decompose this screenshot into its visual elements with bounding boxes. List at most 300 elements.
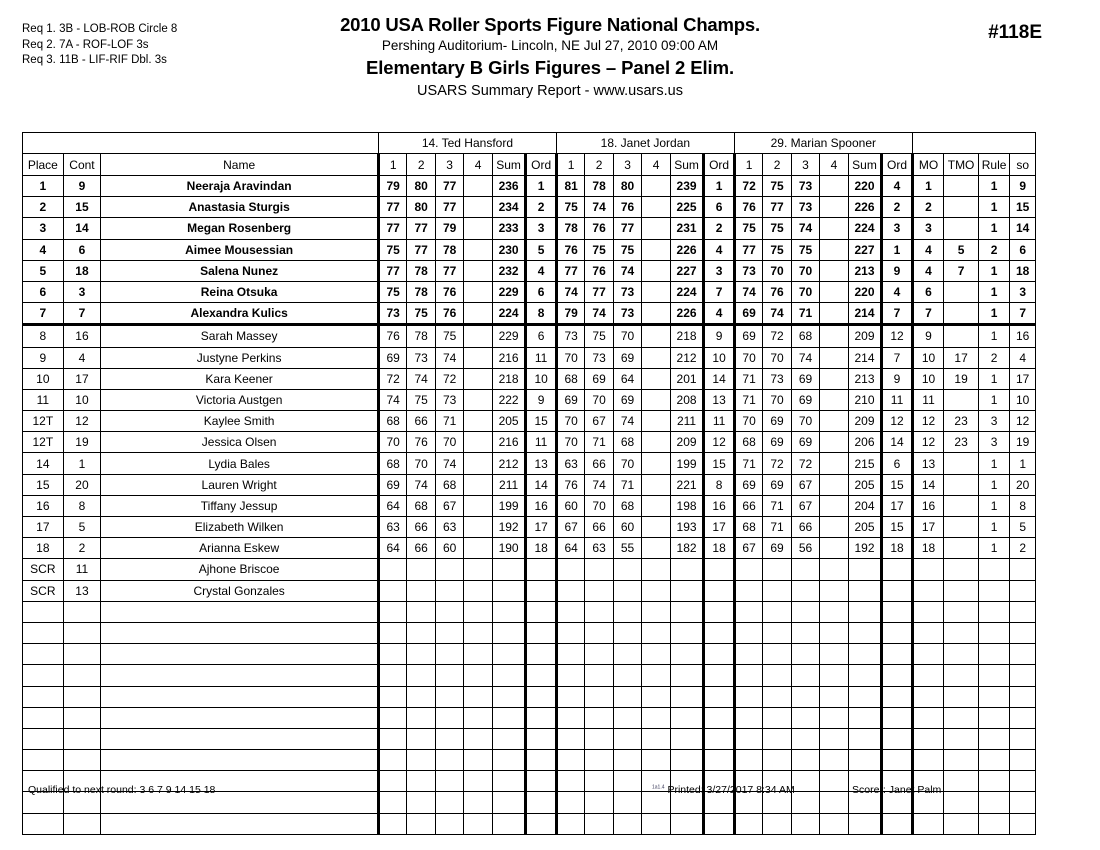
- judge-panel-3: 29. Marian Spooner: [734, 133, 912, 154]
- cell-judge3-figure2: 72: [763, 325, 791, 347]
- cell-judge3-figure4: [820, 389, 848, 410]
- cell-judge3-sum: 224: [848, 218, 882, 239]
- cell-so: 17: [1010, 368, 1036, 389]
- cell-judge2-figure4: [642, 707, 670, 728]
- cell-judge3-figure3: 70: [791, 260, 819, 281]
- cell-judge2-figure2: [585, 686, 613, 707]
- cell-cont: 1: [63, 453, 101, 474]
- cell-cont: 18: [63, 260, 101, 281]
- table-row-empty[interactable]: [23, 686, 1036, 707]
- cell-judge2-figure2: 76: [585, 218, 613, 239]
- cell-judge3-ord: [882, 622, 913, 643]
- cell-skater-name: Sarah Massey: [101, 325, 379, 347]
- cell-judge3-sum: [848, 644, 882, 665]
- cell-judge1-figure2: 66: [407, 517, 435, 538]
- cell-judge2-figure2: 74: [585, 303, 613, 325]
- cell-place: SCR: [23, 559, 64, 580]
- cell-judge1-figure3: [435, 559, 463, 580]
- cell-judge2-figure2: 74: [585, 474, 613, 495]
- cell-judge2-figure1: [556, 580, 584, 601]
- cell-so: 19: [1010, 432, 1036, 453]
- table-row[interactable]: [23, 389, 1036, 410]
- cell-judge2-figure4: [642, 601, 670, 622]
- score-sheet: [22, 132, 1036, 835]
- cell-judge3-figure1: 70: [734, 347, 762, 368]
- cell-judge1-ord: 6: [526, 281, 557, 302]
- cell-judge1-figure3: 60: [435, 538, 463, 559]
- cell-tmo: [944, 197, 979, 218]
- cell-judge3-figure3: 68: [791, 325, 819, 347]
- cell-judge2-figure3: [613, 686, 641, 707]
- cell-judge1-figure1: 73: [378, 303, 406, 325]
- cell-judge1-figure3: 72: [435, 368, 463, 389]
- cell-judge2-figure4: [642, 176, 670, 197]
- cell-tmo: [944, 580, 979, 601]
- cell-judge3-sum: [848, 622, 882, 643]
- cell-so: 12: [1010, 411, 1036, 432]
- cell-judge3-ord: [882, 728, 913, 749]
- cell-judge3-figure2: [763, 813, 791, 834]
- header-name: Name: [101, 154, 379, 176]
- table-row[interactable]: [23, 239, 1036, 260]
- cell-judge3-ord: 1: [882, 239, 913, 260]
- cell-judge1-sum: 199: [492, 495, 526, 516]
- cell-judge1-figure3: 77: [435, 260, 463, 281]
- cell-judge1-figure2: 74: [407, 368, 435, 389]
- cell-judge1-ord: 2: [526, 197, 557, 218]
- table-row[interactable]: [23, 303, 1036, 325]
- cell-judge3-figure1: 72: [734, 176, 762, 197]
- cell-skater-name: Neeraja Aravindan: [101, 176, 379, 197]
- cell-judge1-figure3: 78: [435, 239, 463, 260]
- table-row[interactable]: [23, 432, 1036, 453]
- cell-judge3-ord: 2: [882, 197, 913, 218]
- cell-judge2-figure1: 69: [556, 389, 584, 410]
- cell-mo: [912, 686, 944, 707]
- table-row[interactable]: [23, 347, 1036, 368]
- cell-mo: 2: [912, 197, 944, 218]
- cell-judge1-sum: 224: [492, 303, 526, 325]
- cell-judge3-ord: 9: [882, 368, 913, 389]
- cell-mo: 10: [912, 347, 944, 368]
- cell-judge3-figure1: 69: [734, 474, 762, 495]
- cell-judge2-ord: 1: [704, 176, 735, 197]
- cell-judge3-figure2: 75: [763, 239, 791, 260]
- cell-judge1-sum: 233: [492, 218, 526, 239]
- cell-place: 6: [23, 281, 64, 302]
- cell-judge1-sum: 216: [492, 347, 526, 368]
- cell-judge2-sum: 201: [670, 368, 704, 389]
- cell-judge3-figure2: 75: [763, 218, 791, 239]
- cell-mo: 18: [912, 538, 944, 559]
- cell-so: [1010, 601, 1036, 622]
- cell-judge1-figure3: 71: [435, 411, 463, 432]
- cell-judge2-sum: [670, 707, 704, 728]
- cell-judge3-sum: 205: [848, 474, 882, 495]
- cell-tmo: [944, 622, 979, 643]
- cell-mo: [912, 707, 944, 728]
- cell-judge1-ord: 4: [526, 260, 557, 281]
- cell-mo: 11: [912, 389, 944, 410]
- cell-judge1-sum: 234: [492, 197, 526, 218]
- cell-judge2-sum: 182: [670, 538, 704, 559]
- cell-judge2-figure3: 55: [613, 538, 641, 559]
- title-block: [0, 14, 1100, 102]
- cell-skater-name: Reina Otsuka: [101, 281, 379, 302]
- cell-judge1-figure4: [464, 303, 492, 325]
- cell-judge1-figure2: [407, 665, 435, 686]
- cell-judge3-sum: 214: [848, 303, 882, 325]
- cell-judge1-figure2: 68: [407, 495, 435, 516]
- cell-judge1-figure3: 79: [435, 218, 463, 239]
- cell-judge1-figure4: [464, 495, 492, 516]
- printed-text: Printed: 3/27/2017 8:34 AM: [667, 784, 795, 796]
- table-row[interactable]: [23, 474, 1036, 495]
- cell-judge3-sum: 209: [848, 411, 882, 432]
- cell-place: [23, 644, 64, 665]
- cell-cont: [63, 665, 101, 686]
- cell-judge1-sum: [492, 707, 526, 728]
- cell-so: [1010, 559, 1036, 580]
- cell-judge1-figure1: 75: [378, 239, 406, 260]
- cell-rule: [978, 580, 1010, 601]
- judge-panel-1: 14. Ted Hansford: [378, 133, 556, 154]
- cell-judge1-figure1: [378, 707, 406, 728]
- cell-judge1-figure2: [407, 813, 435, 834]
- cell-judge1-sum: [492, 622, 526, 643]
- cell-judge1-ord: 17: [526, 517, 557, 538]
- table-row-empty[interactable]: [23, 665, 1036, 686]
- cell-so: [1010, 580, 1036, 601]
- cell-judge1-sum: 212: [492, 453, 526, 474]
- cell-judge1-figure2: 78: [407, 260, 435, 281]
- cell-judge2-figure2: 75: [585, 239, 613, 260]
- table-row[interactable]: [23, 176, 1036, 197]
- cell-judge2-sum: 231: [670, 218, 704, 239]
- table-row[interactable]: [23, 368, 1036, 389]
- cell-judge2-figure2: 76: [585, 260, 613, 281]
- cell-judge2-figure1: 64: [556, 538, 584, 559]
- cell-judge1-figure3: 74: [435, 347, 463, 368]
- cell-judge1-figure1: 77: [378, 218, 406, 239]
- cell-judge2-ord: 13: [704, 389, 735, 410]
- cell-judge3-ord: 15: [882, 474, 913, 495]
- cell-judge1-figure1: [378, 601, 406, 622]
- cell-judge2-figure3: [613, 622, 641, 643]
- cell-tmo: [944, 453, 979, 474]
- cell-rule: [978, 728, 1010, 749]
- cell-judge2-sum: 209: [670, 432, 704, 453]
- header-judge3-figure4: 4: [820, 154, 848, 176]
- table-row[interactable]: [23, 495, 1036, 516]
- cell-judge2-figure2: 63: [585, 538, 613, 559]
- table-row-empty[interactable]: [23, 707, 1036, 728]
- cell-judge1-figure3: 76: [435, 303, 463, 325]
- cell-judge1-sum: [492, 601, 526, 622]
- cell-judge2-figure4: [642, 239, 670, 260]
- cell-judge2-ord: [704, 622, 735, 643]
- cell-judge2-figure1: 76: [556, 239, 584, 260]
- cell-judge1-figure1: [378, 686, 406, 707]
- cell-judge2-ord: 11: [704, 411, 735, 432]
- cell-judge1-figure1: [378, 728, 406, 749]
- cell-rule: 1: [978, 495, 1010, 516]
- cell-judge1-figure3: 75: [435, 325, 463, 347]
- cell-judge3-figure1: 70: [734, 411, 762, 432]
- cell-judge2-figure4: [642, 218, 670, 239]
- competition-title: 2010 USA Roller Sports Figure National Champs.: [340, 14, 760, 35]
- cell-so: [1010, 707, 1036, 728]
- table-row[interactable]: [23, 453, 1036, 474]
- table-row[interactable]: [23, 559, 1036, 580]
- cell-so: 18: [1010, 260, 1036, 281]
- cell-judge3-figure4: [820, 325, 848, 347]
- table-row[interactable]: [23, 325, 1036, 347]
- cell-judge3-figure3: 73: [791, 176, 819, 197]
- cell-judge3-figure1: [734, 707, 762, 728]
- cell-judge1-sum: 192: [492, 517, 526, 538]
- cell-judge1-figure2: 75: [407, 389, 435, 410]
- cell-judge3-figure3: 71: [791, 303, 819, 325]
- cell-judge2-figure4: [642, 622, 670, 643]
- cell-rule: 1: [978, 260, 1010, 281]
- cell-judge3-figure3: 75: [791, 239, 819, 260]
- cell-judge2-figure1: 78: [556, 218, 584, 239]
- cell-judge3-figure2: 77: [763, 197, 791, 218]
- cell-skater-name: [101, 665, 379, 686]
- cell-place: 9: [23, 347, 64, 368]
- cell-judge2-figure2: 78: [585, 176, 613, 197]
- cell-judge2-ord: 17: [704, 517, 735, 538]
- cell-so: 10: [1010, 389, 1036, 410]
- cell-judge1-ord: [526, 750, 557, 771]
- cell-judge1-ord: 11: [526, 432, 557, 453]
- cell-judge2-figure3: 73: [613, 281, 641, 302]
- cell-judge3-ord: 7: [882, 303, 913, 325]
- cell-judge1-figure1: 64: [378, 495, 406, 516]
- cell-judge1-figure4: [464, 432, 492, 453]
- cell-judge3-figure2: 71: [763, 495, 791, 516]
- scorer-credit: Scorer: Janet Palm: [852, 784, 942, 796]
- cell-judge2-figure1: [556, 665, 584, 686]
- cell-judge1-sum: [492, 728, 526, 749]
- table-row[interactable]: [23, 260, 1036, 281]
- cell-judge3-figure3: [791, 559, 819, 580]
- cell-judge1-sum: 232: [492, 260, 526, 281]
- cell-judge3-figure4: [820, 750, 848, 771]
- header-rule: Rule: [978, 154, 1010, 176]
- cell-judge1-sum: [492, 813, 526, 834]
- cell-cont: 8: [63, 495, 101, 516]
- cell-judge2-ord: [704, 559, 735, 580]
- cell-judge1-figure1: 63: [378, 517, 406, 538]
- cell-judge3-figure2: [763, 750, 791, 771]
- cell-so: [1010, 750, 1036, 771]
- cell-judge3-figure2: 70: [763, 347, 791, 368]
- cell-judge2-figure2: [585, 601, 613, 622]
- report-header: [0, 0, 1100, 120]
- cell-rule: 1: [978, 474, 1010, 495]
- cell-judge1-figure3: 70: [435, 432, 463, 453]
- cell-judge3-figure4: [820, 495, 848, 516]
- table-row-empty[interactable]: [23, 622, 1036, 643]
- cell-judge3-sum: 220: [848, 281, 882, 302]
- cell-judge3-ord: [882, 559, 913, 580]
- cell-judge1-figure1: 79: [378, 176, 406, 197]
- table-row[interactable]: [23, 517, 1036, 538]
- table-row-empty[interactable]: [23, 644, 1036, 665]
- cell-judge1-figure2: [407, 559, 435, 580]
- cell-cont: 17: [63, 368, 101, 389]
- cell-judge3-figure2: 70: [763, 389, 791, 410]
- cell-judge3-figure3: [791, 622, 819, 643]
- cell-judge3-ord: 4: [882, 281, 913, 302]
- cell-judge3-figure3: 72: [791, 453, 819, 474]
- cell-rule: [978, 601, 1010, 622]
- table-row[interactable]: [23, 411, 1036, 432]
- cell-judge1-figure1: 64: [378, 538, 406, 559]
- cell-tmo: [944, 218, 979, 239]
- cell-judge1-figure2: 77: [407, 218, 435, 239]
- cell-judge1-sum: [492, 580, 526, 601]
- cell-mo: 10: [912, 368, 944, 389]
- cell-so: 20: [1010, 474, 1036, 495]
- cell-mo: [912, 601, 944, 622]
- cell-so: 14: [1010, 218, 1036, 239]
- table-row-empty[interactable]: [23, 750, 1036, 771]
- cell-judge1-figure3: 63: [435, 517, 463, 538]
- cell-judge2-ord: [704, 686, 735, 707]
- cell-judge2-figure3: 68: [613, 432, 641, 453]
- cell-judge2-ord: [704, 644, 735, 665]
- cell-judge2-figure2: [585, 580, 613, 601]
- cell-skater-name: [101, 813, 379, 834]
- header-judge2-figure3: 3: [613, 154, 641, 176]
- cell-judge1-figure4: [464, 517, 492, 538]
- cell-judge1-ord: 15: [526, 411, 557, 432]
- cell-place: 4: [23, 239, 64, 260]
- cell-judge3-sum: 226: [848, 197, 882, 218]
- cell-judge3-ord: [882, 665, 913, 686]
- cell-skater-name: Justyne Perkins: [101, 347, 379, 368]
- cell-tmo: [944, 813, 979, 834]
- cell-judge3-sum: [848, 559, 882, 580]
- cell-judge1-figure1: [378, 750, 406, 771]
- cell-judge2-figure4: [642, 517, 670, 538]
- cell-judge1-figure2: [407, 622, 435, 643]
- cell-judge2-figure4: [642, 325, 670, 347]
- cell-cont: 16: [63, 325, 101, 347]
- table-row[interactable]: [23, 197, 1036, 218]
- cell-judge3-sum: [848, 580, 882, 601]
- cell-judge1-figure4: [464, 260, 492, 281]
- header-judge2-ord: Ord: [704, 154, 735, 176]
- cell-judge3-figure4: [820, 368, 848, 389]
- cell-skater-name: Tiffany Jessup: [101, 495, 379, 516]
- banner-tail: [912, 133, 1035, 154]
- cell-judge2-sum: 224: [670, 281, 704, 302]
- cell-judge1-figure2: [407, 580, 435, 601]
- cell-rule: 3: [978, 411, 1010, 432]
- cell-judge1-figure4: [464, 389, 492, 410]
- table-row-empty[interactable]: [23, 601, 1036, 622]
- cell-judge2-ord: 18: [704, 538, 735, 559]
- cell-so: 4: [1010, 347, 1036, 368]
- cell-rule: 3: [978, 432, 1010, 453]
- table-row[interactable]: [23, 538, 1036, 559]
- cell-judge3-figure1: 75: [734, 218, 762, 239]
- header-cont: Cont: [63, 154, 101, 176]
- cell-judge2-figure2: [585, 728, 613, 749]
- cell-so: 5: [1010, 517, 1036, 538]
- cell-cont: 2: [63, 538, 101, 559]
- cell-mo: [912, 750, 944, 771]
- cell-judge2-ord: [704, 580, 735, 601]
- cell-judge1-figure4: [464, 580, 492, 601]
- cell-tmo: [944, 644, 979, 665]
- cell-judge1-figure4: [464, 559, 492, 580]
- table-row[interactable]: [23, 580, 1036, 601]
- cell-judge3-figure1: [734, 559, 762, 580]
- cell-rule: [978, 644, 1010, 665]
- cell-judge2-sum: 225: [670, 197, 704, 218]
- cell-place: [23, 686, 64, 707]
- cell-judge1-figure3: [435, 686, 463, 707]
- cell-judge3-figure1: 68: [734, 517, 762, 538]
- table-row[interactable]: [23, 281, 1036, 302]
- cell-place: 10: [23, 368, 64, 389]
- header-judge2-figure4: 4: [642, 154, 670, 176]
- judge-banner-row: [23, 133, 1036, 154]
- cell-judge3-figure2: [763, 580, 791, 601]
- cell-tmo: [944, 750, 979, 771]
- table-row[interactable]: [23, 218, 1036, 239]
- cell-judge3-sum: 214: [848, 347, 882, 368]
- cell-judge2-figure3: 70: [613, 325, 641, 347]
- cell-tmo: [944, 601, 979, 622]
- cell-judge2-sum: 239: [670, 176, 704, 197]
- cell-judge3-ord: [882, 813, 913, 834]
- cell-judge3-sum: 220: [848, 176, 882, 197]
- cell-judge2-figure2: [585, 622, 613, 643]
- cell-rule: 1: [978, 303, 1010, 325]
- cell-tmo: [944, 665, 979, 686]
- cell-skater-name: Alexandra Kulics: [101, 303, 379, 325]
- cell-judge3-figure1: [734, 644, 762, 665]
- cell-place: 17: [23, 517, 64, 538]
- cell-judge1-figure4: [464, 218, 492, 239]
- cell-judge1-figure2: 80: [407, 176, 435, 197]
- cell-judge1-sum: 230: [492, 239, 526, 260]
- cell-judge1-figure4: [464, 411, 492, 432]
- cell-judge2-figure1: 67: [556, 517, 584, 538]
- cell-judge2-sum: [670, 580, 704, 601]
- cell-judge2-sum: 218: [670, 325, 704, 347]
- cell-judge2-figure3: [613, 728, 641, 749]
- header-judge3-figure2: 2: [763, 154, 791, 176]
- cell-judge2-figure2: [585, 707, 613, 728]
- cell-judge1-figure1: 74: [378, 389, 406, 410]
- cell-judge3-figure4: [820, 474, 848, 495]
- cell-judge3-sum: 215: [848, 453, 882, 474]
- table-row-empty[interactable]: [23, 813, 1036, 834]
- cell-judge3-ord: 11: [882, 389, 913, 410]
- cell-judge2-figure3: [613, 644, 641, 665]
- table-row-empty[interactable]: [23, 728, 1036, 749]
- cell-judge2-figure1: [556, 622, 584, 643]
- cell-skater-name: Crystal Gonzales: [101, 580, 379, 601]
- cell-judge1-sum: 190: [492, 538, 526, 559]
